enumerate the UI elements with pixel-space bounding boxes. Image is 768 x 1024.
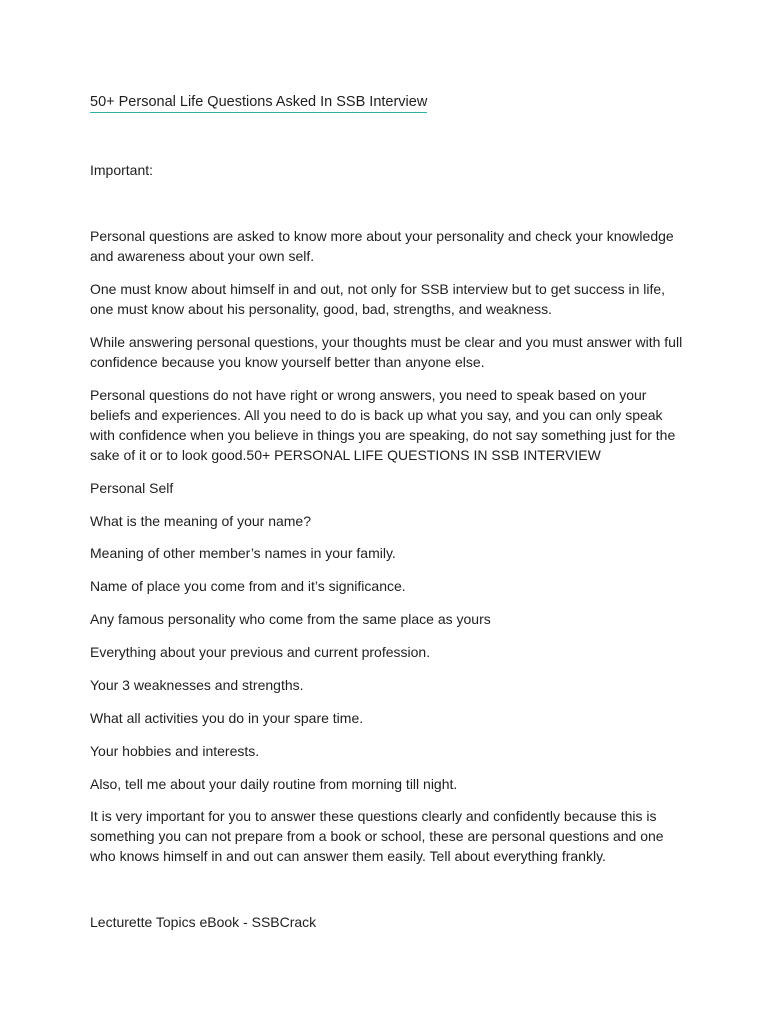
paragraph-1: Personal questions are asked to know more about your personality and check your knowledge and awareness about your own self. xyxy=(90,228,674,264)
paragraph-3: While answering personal questions, your thoughts must be clear and you must answer with full confidence because you know yourself better than anyone else. xyxy=(90,334,683,370)
question-item: What is the meaning of your name? xyxy=(90,513,312,529)
question-item: Meaning of other member’s names in your family. xyxy=(90,545,396,561)
footer-text: Lecturette Topics eBook - SSBCrack xyxy=(90,914,317,930)
question-item: Your 3 weaknesses and strengths. xyxy=(90,677,304,693)
document-title-link[interactable]: 50+ Personal Life Questions Asked In SSB Interview xyxy=(90,94,427,113)
section-heading: Personal Self xyxy=(90,480,174,496)
question-item: Any famous personality who come from the same place as yours xyxy=(90,611,491,627)
paragraph-4: Personal questions do not have right or wrong answers, you need to speak based on your beliefs and experiences. All you need to do is back up what you say, and you can only speak with confidence when you believe in things you are speaking, do not say something just for the sake of it or to look good.50+ PERSONAL LIFE QUESTIONS IN SSB INTERVIEW xyxy=(90,387,676,463)
paragraph-2: One must know about himself in and out, not only for SSB interview but to get success in life, one must know about his personality, good, bad, strengths, and weakness. xyxy=(90,281,666,317)
question-item: Name of place you come from and it’s significance. xyxy=(90,578,406,594)
question-item: Everything about your previous and current profession. xyxy=(90,644,431,660)
question-item: Also, tell me about your daily routine from morning till night. xyxy=(90,776,458,792)
question-item: Your hobbies and interests. xyxy=(90,743,260,759)
important-label: Important: xyxy=(90,162,154,178)
closing-paragraph: It is very important for you to answer these questions clearly and confidently because this is something you can not prepare from a book or school, these are personal questions and one who knows himself in and out can answer them easily. Tell about everything frankly. xyxy=(90,808,664,864)
question-item: What all activities you do in your spare time. xyxy=(90,710,364,726)
